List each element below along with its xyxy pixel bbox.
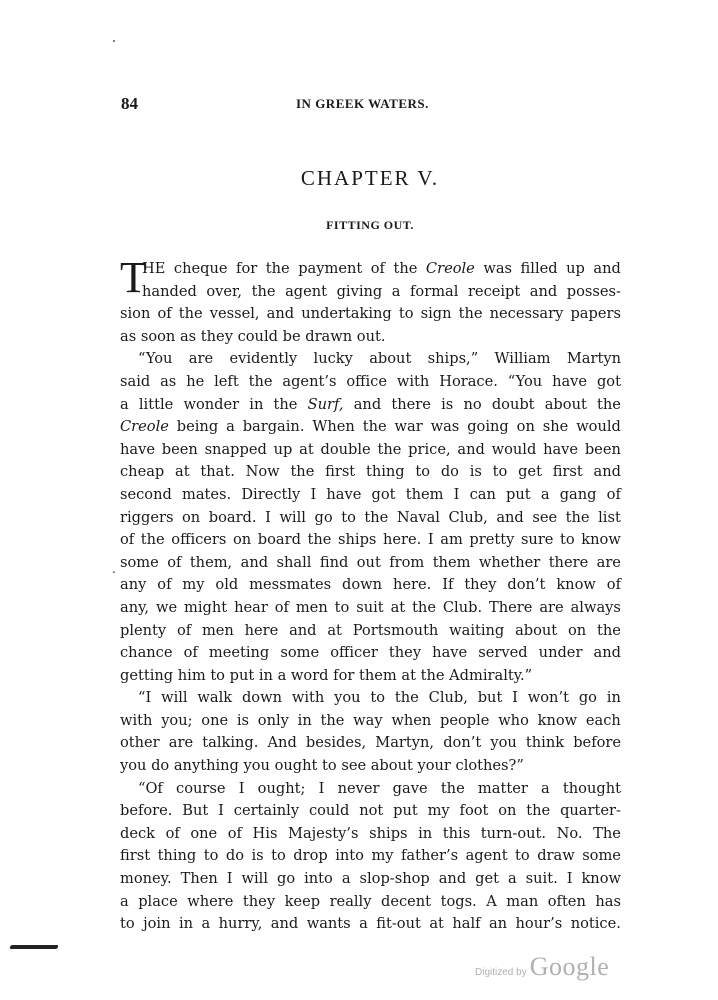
text-line: second mates. Directly I have got them I can put a gang of <box>120 485 621 503</box>
text-line: said as he left the agent’s office with Horace. “You have got <box>120 372 621 390</box>
chapter-subtitle: FITTING OUT. <box>326 218 414 232</box>
text-line: getting him to put in a word for them at the Admiralty.” <box>120 666 533 684</box>
text-line: other are talking. And besides, Martyn, don’t you think before <box>120 734 621 752</box>
text-line: a little wonder in the Surf, and there is no doubt about the <box>120 395 621 413</box>
text-line: any, we might hear of men to suit at the Club. There are always <box>120 598 621 616</box>
text-line: with you; one is only in the way when people who know each <box>120 711 621 729</box>
text-line: of the officers on board the ships here. I am pretty sure to know <box>120 531 621 549</box>
text-line: sion of the vessel, and undertaking to sign the necessary papers <box>120 305 621 323</box>
text-line: riggers on board. I will go to the Naval Club, and see the list <box>120 508 621 526</box>
text-line: deck of one of His Majesty’s ships in this turn-out. No. The <box>120 824 621 842</box>
text-line: you do anything you ought to see about your clothes?” <box>120 757 524 775</box>
running-title: IN GREEK WATERS. <box>296 96 429 111</box>
text-line: have been snapped up at double the price, and would have been <box>120 440 621 458</box>
text-line: chance of meeting some officer they have served under and <box>120 644 621 662</box>
text-line: “I will walk down with you to the Club, but I won’t go in <box>138 689 621 707</box>
text-line: HE cheque for the payment of the Creole was filled up and <box>142 260 621 277</box>
text-line: cheap at that. Now the first thing to do is to get first and <box>120 463 621 481</box>
text-line: before. But I certainly could not put my foot on the quarter- <box>120 802 621 820</box>
text-line: plenty of men here and at Portsmouth waiting about on the <box>120 621 621 639</box>
text-line: a place where they keep really decent togs. A man often has <box>120 892 621 910</box>
page-number: 84 <box>121 94 138 113</box>
text-line: to join in a hurry, and wants a fit-out at half an hour’s notice. <box>120 915 621 933</box>
text-line: as soon as they could be drawn out. <box>120 327 386 345</box>
chapter-title: CHAPTER V. <box>300 166 440 190</box>
text-line: Creole being a bargain. When the war was going on she would <box>120 418 621 436</box>
text-line: “Of course I ought; I never gave the matter a thought <box>138 779 621 797</box>
ink-speck <box>113 40 115 42</box>
text-lines <box>120 253 621 936</box>
text-line: handed over, the agent giving a formal receipt and posses- <box>142 282 621 300</box>
body-text <box>120 253 621 936</box>
google-logo-text: Google <box>529 952 610 981</box>
digitization-watermark <box>475 952 609 982</box>
text-line: some of them, and shall find out from them whether there are <box>120 553 621 571</box>
scan-edge-mark <box>9 945 58 949</box>
text-line: any of my old messmates down here. If they don’t know of <box>120 576 621 594</box>
watermark-prefix: Digitized by <box>475 967 527 978</box>
drop-cap: T <box>120 253 147 302</box>
text-line: “You are evidently lucky about ships,” William Martyn <box>138 350 621 368</box>
margin-mark: . <box>112 562 116 576</box>
text-line: first thing to do is to drop into my father’s agent to draw some <box>120 847 621 865</box>
text-line: money. Then I will go into a slop-shop and get a suit. I know <box>120 870 621 888</box>
